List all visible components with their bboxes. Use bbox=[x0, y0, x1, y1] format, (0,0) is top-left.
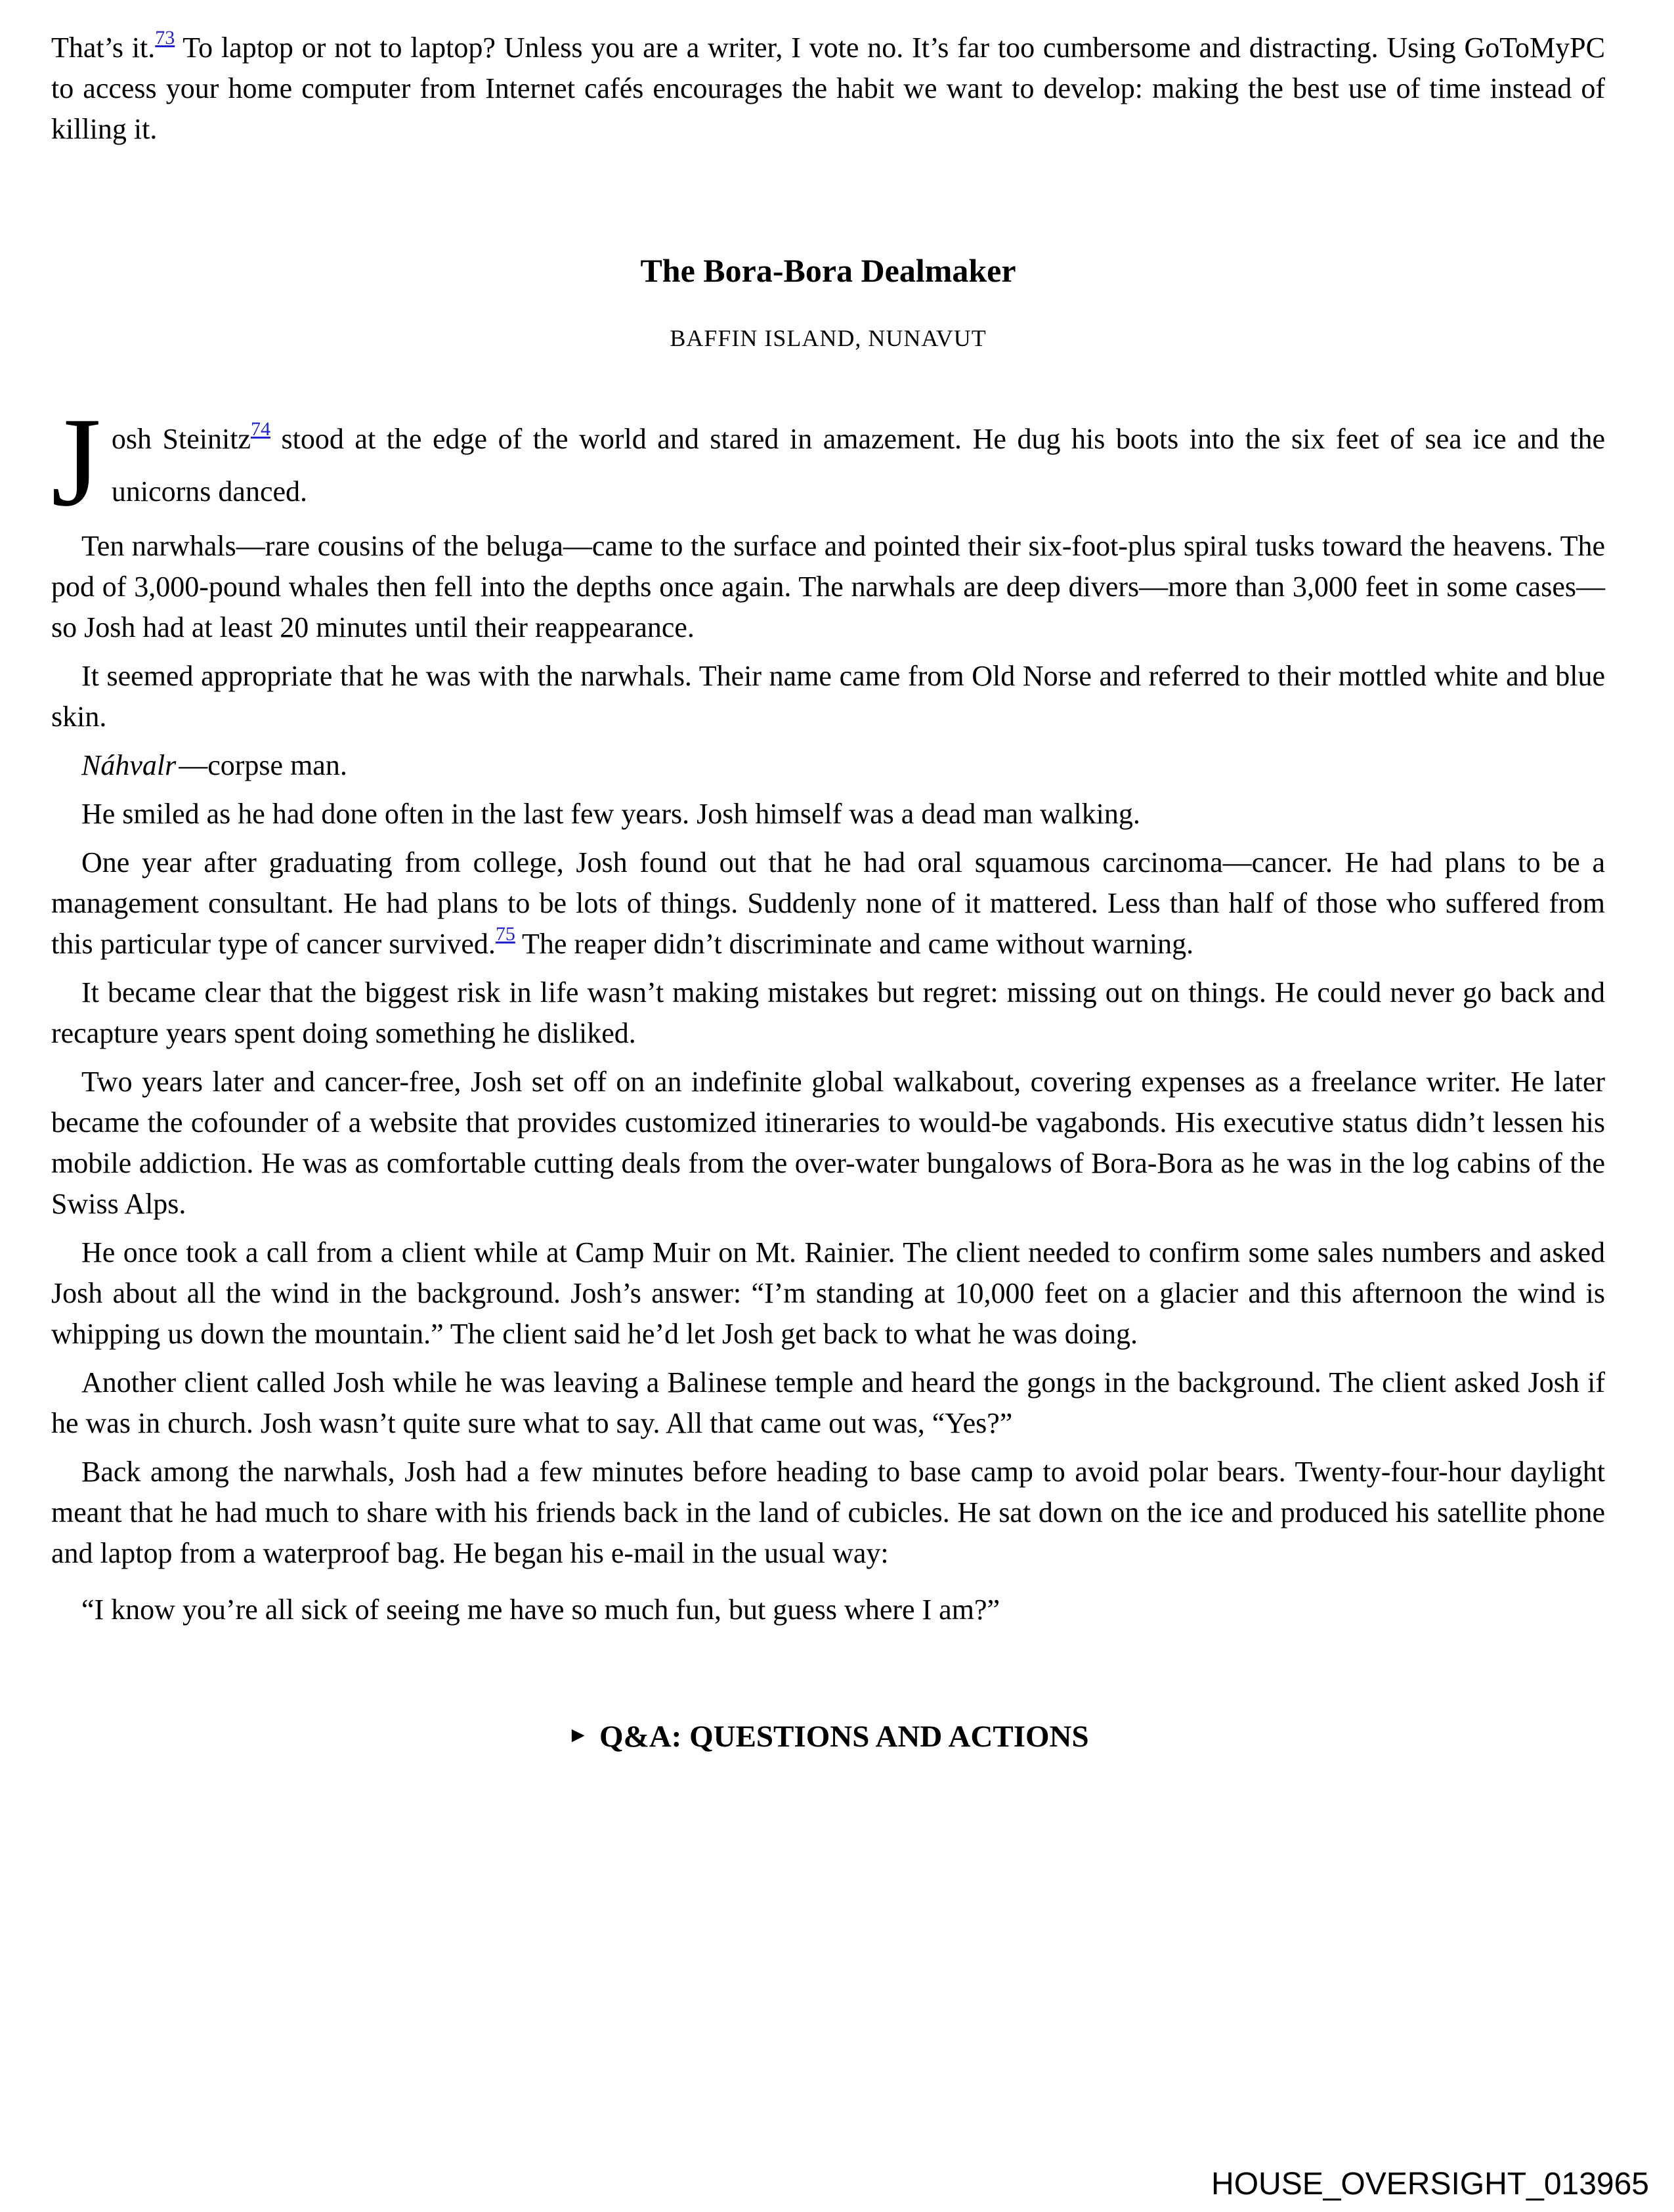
paragraph-back-among: Back among the narwhals, Josh had a few minutes before heading to base camp to avoid polar bears. Twenty-four-hour daylight meant that he had much to share with his friends back in the land of cubicles. He sat down on the ice and produced his satellite phone and laptop from a waterproof bag. He began his e-mail in the usual way: bbox=[51, 1456, 1605, 1569]
footnote-74-link[interactable]: 74 bbox=[250, 418, 270, 440]
footnote-75-link[interactable]: 75 bbox=[495, 923, 515, 945]
nahvalr-italic-term: Náhvalr bbox=[81, 749, 177, 781]
paragraph-laptop bbox=[51, 28, 1605, 150]
paragraph-balinese: Another client called Josh while he was leaving a Balinese temple and heard the gongs in the background. The client asked Josh if he was in church. Josh wasn’t quite sure what to say. All that came out was, “Yes?” bbox=[51, 1366, 1605, 1439]
paragraph-opening bbox=[51, 413, 1605, 518]
paragraph-narwhals: Ten narwhals—rare cousins of the beluga—came to the surface and pointed their six-foot-plus spiral tusks toward the heavens. The pod of 3,000-pound whales then fell into the depths once again. The narwhals are deep divers—more than 3,000 feet in some cases—so Josh had at least 20 minutes until their reappearance. bbox=[51, 530, 1605, 643]
chapter-title: The Bora-Bora Dealmaker bbox=[640, 252, 1016, 289]
paragraph-opening-text-pre: osh Steinitz bbox=[111, 423, 251, 455]
paragraph-walkabout: Two years later and cancer-free, Josh set off on an indefinite global walkabout, covering expenses as a freelance writer. He later became the cofounder of a website that provides customized itineraries to would-be vagabonds. His executive status didn’t lessen his mobile addiction. He was as comfortable cutting deals from the over-water bungalows of Bora-Bora as he was in the log cabins of the Swiss Alps. bbox=[51, 1066, 1605, 1220]
bates-stamp: HOUSE_OVERSIGHT_013965 bbox=[1211, 2167, 1649, 2201]
paragraph-cancer bbox=[51, 842, 1605, 965]
qa-section-heading-label: Q&A: QUESTIONS AND ACTIONS bbox=[599, 1720, 1089, 1754]
paragraph-opening-text-post: stood at the edge of the world and stared in amazement. He dug his boots into the six feet of sea ice and the unicorns danced. bbox=[111, 423, 1605, 508]
dropcap-letter: J bbox=[51, 413, 101, 518]
paragraph-laptop-text-pre: That’s it. bbox=[51, 32, 156, 64]
paragraph-smiled: He smiled as he had done often in the last few years. Josh himself was a dead man walking. bbox=[81, 798, 1140, 830]
paragraph-nahvalr bbox=[51, 745, 1605, 786]
paragraph-camp-muir: He once took a call from a client while at Camp Muir on Mt. Rainier. The client needed to confirm some sales numbers and asked Josh about all the wind in the background. Josh’s answer: “I’m standing at 10,000 feet on a glacier and this afternoon the wind is whipping us down the mountain.” The client said he’d let Josh get back to what he was doing. bbox=[51, 1236, 1605, 1350]
qa-section-heading bbox=[51, 1717, 1605, 1755]
footnote-ref-75 bbox=[496, 923, 515, 945]
paragraph-email-quote: “I know you’re all sick of seeing me have so much fun, but guess where I am?” bbox=[81, 1594, 1000, 1626]
chapter-location: BAFFIN ISLAND, NUNAVUT bbox=[670, 325, 987, 351]
paragraph-appropriate: It seemed appropriate that he was with the narwhals. Their name came from Old Norse and referred to their mottled white and blue skin. bbox=[51, 660, 1605, 733]
paragraph-cancer-text-post: The reaper didn’t discriminate and came without warning. bbox=[515, 928, 1194, 960]
paragraph-risk: It became clear that the biggest risk in life wasn’t making mistakes but regret: missing out on things. He could never go back and recapture years spent doing something he disliked. bbox=[51, 976, 1605, 1049]
paragraph-cancer-text-pre: One year after graduating from college, Josh found out that he had oral squamous carcinoma—cancer. He had plans to be a management consultant. He had plans to be lots of things. Suddenly none of it mattered. Less than half of those who suffered from this particular type of cancer survived. bbox=[51, 846, 1605, 960]
nahvalr-text-rest: —corpse man. bbox=[179, 749, 347, 781]
footnote-ref-73 bbox=[155, 27, 175, 49]
footnote-ref-74 bbox=[251, 418, 270, 440]
footnote-73-link[interactable]: 73 bbox=[155, 27, 175, 49]
right-arrow-icon: ► bbox=[567, 1724, 590, 1747]
paragraph-laptop-text-post: To laptop or not to laptop? Unless you are a writer, I vote no. It’s far too cumbersome and distracting. Using GoToMyPC to access your home computer from Internet cafés encourages the habit we want to develop: making the best use of time instead of killing it. bbox=[51, 32, 1605, 145]
